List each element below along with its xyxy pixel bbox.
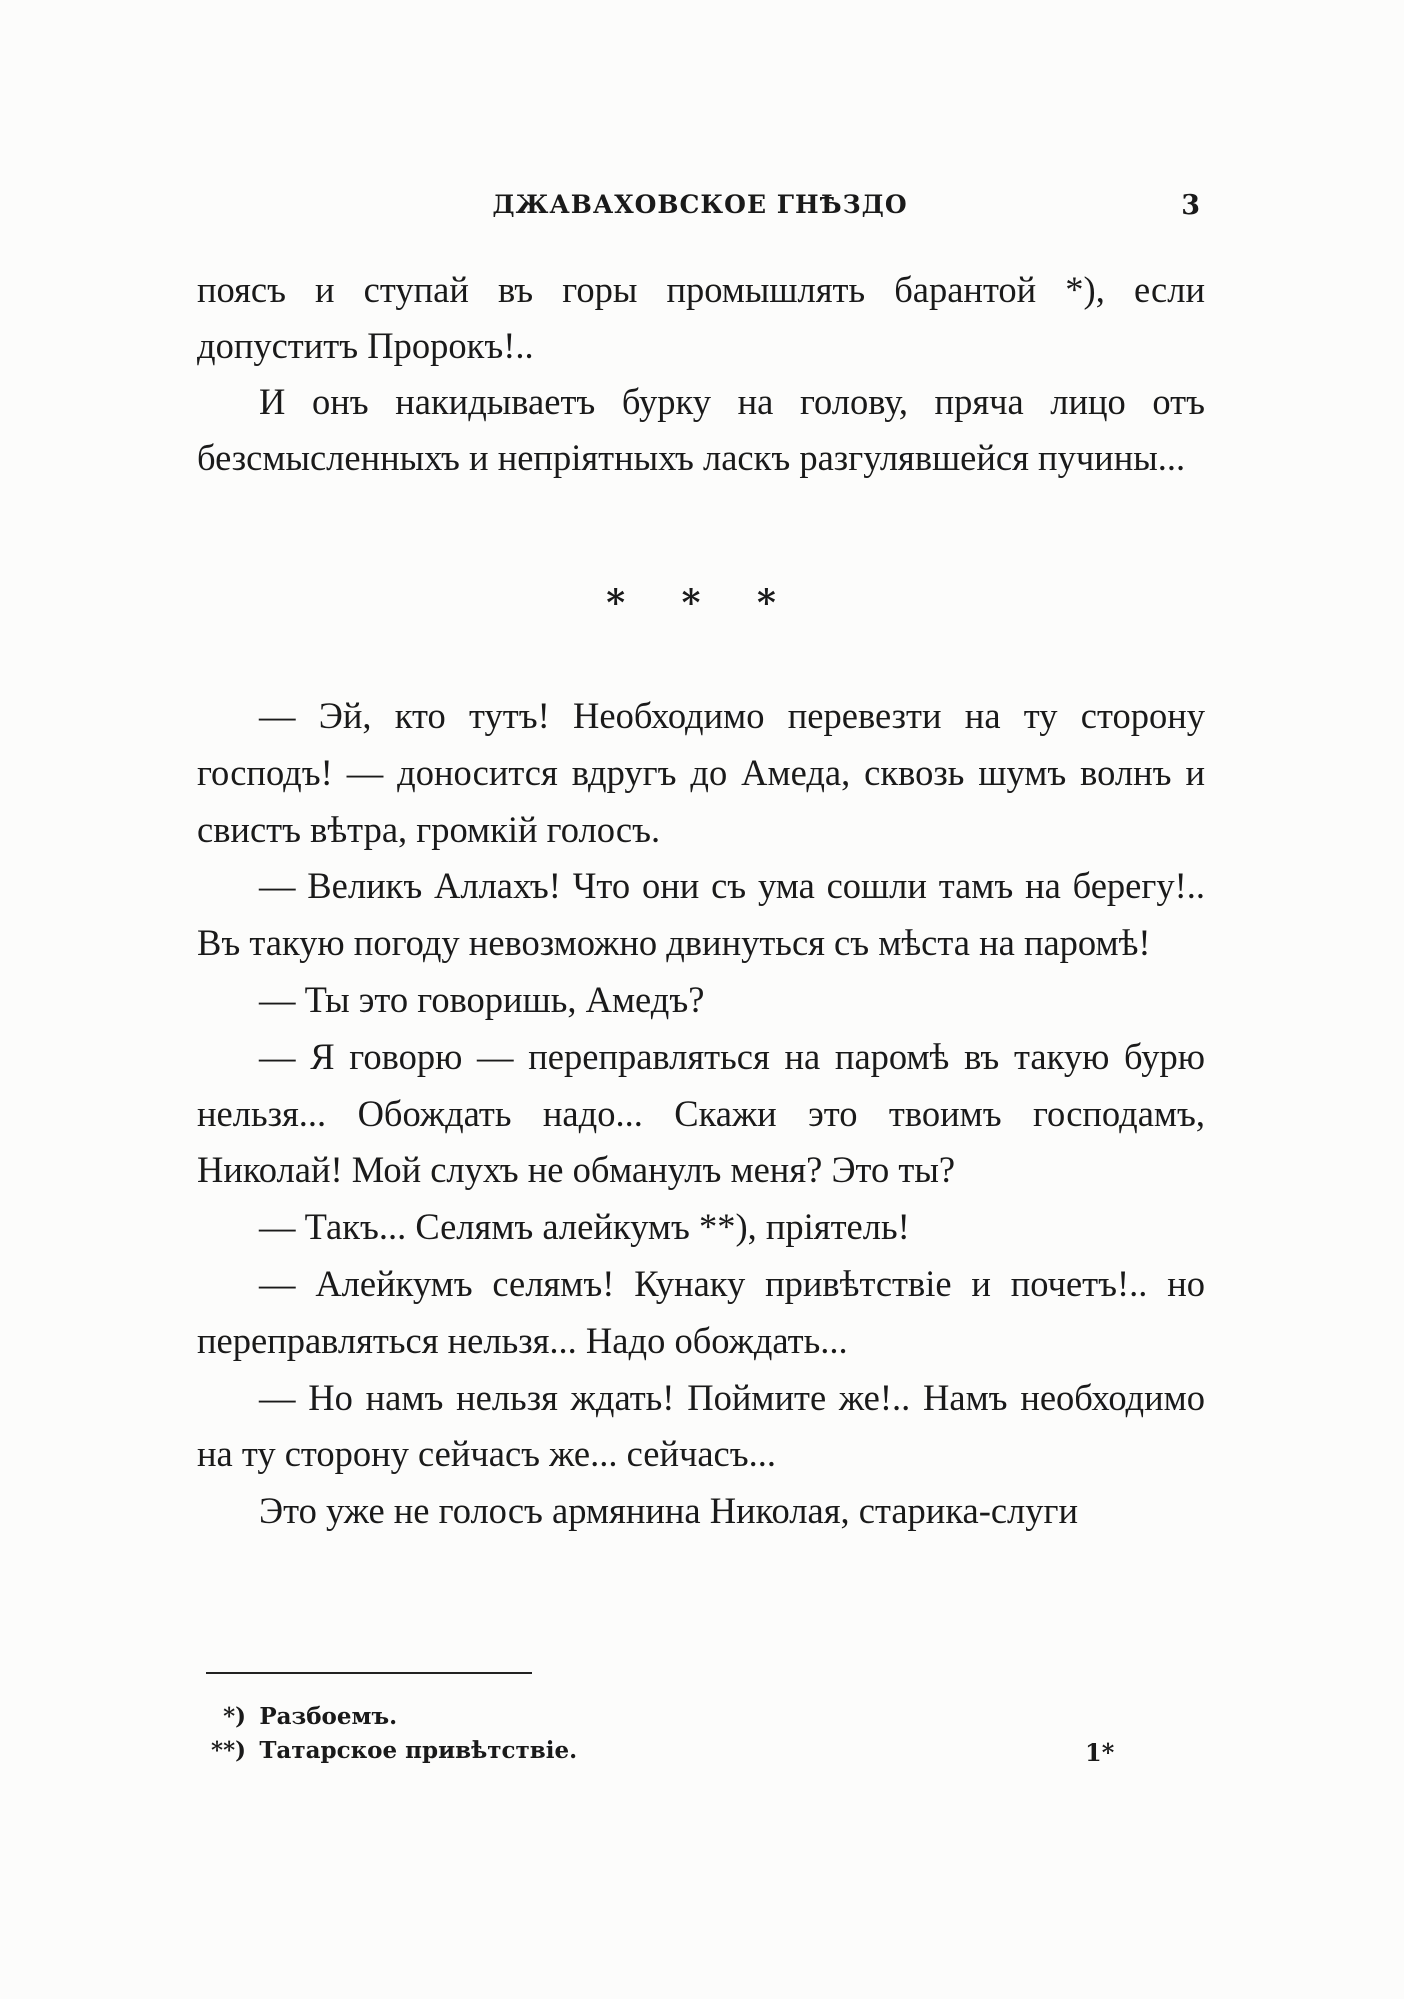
footnote (211, 1734, 578, 1768)
signature-mark: 1* (1085, 1738, 1115, 1767)
paragraph: — Алейкумъ селямъ! Кунаку привѣтствіе и почетъ!.. но переправляться нельзя... Надо обождать... (197, 1262, 1205, 1361)
footnote (223, 1700, 577, 1734)
page-number: 3 (1181, 190, 1200, 221)
paragraph: — Но намъ нельзя ждать! Поймите же!.. Намъ необходимо на ту сторону сейчасъ же... сейчасъ... (197, 1376, 1205, 1475)
paragraph: Это уже не голосъ армянина Николая, старика-слуги (259, 1490, 1079, 1532)
paragraph: — Я говорю — переправляться на паромѣ въ такую бурю нельзя... Обождать надо... Скажи это твоимъ господамъ, Николай! Мой слухъ не обманулъ меня? Это ты? (197, 1035, 1205, 1191)
paragraph: — Ты это говоришь, Амедъ? (259, 978, 705, 1020)
running-title: ДЖАВАХОВСКОЕ ГНѢЗДО (492, 190, 908, 219)
footnote-marker: *) (223, 1703, 246, 1730)
page-header (200, 190, 1200, 230)
paragraph: И онъ накидываетъ бурку на голову, пряча лицо отъ безсмысленныхъ и непріятныхъ ласкъ разгулявшейся пучины... (197, 381, 1205, 478)
footnote-marker: **) (211, 1737, 246, 1764)
text-block-bottom (197, 688, 1205, 1540)
footnote-rule (206, 1672, 532, 1674)
footnote-text: Разбоемъ. (259, 1703, 398, 1730)
footnote-text: Татарское привѣтствіе. (259, 1737, 578, 1764)
section-break: * * * (606, 582, 798, 624)
paragraph: — Эй, кто тутъ! Необходимо перевезти на ту сторону господъ! — доносится вдругъ до Амеда, сквозь шумъ волнъ и свистъ вѣтра, громкій голосъ. (197, 695, 1205, 850)
paragraph: — Такъ... Селямъ алейкумъ **), пріятель! (259, 1206, 910, 1248)
text-block-top (197, 262, 1205, 486)
paragraph: поясъ и ступай въ горы промышлять барантой *), если допуститъ Пророкъ!.. (197, 269, 1205, 366)
paragraph: — Великъ Аллахъ! Что они съ ума сошли тамъ на берегу!.. Въ такую погоду невозможно двинуться съ мѣста на паромѣ! (197, 865, 1205, 964)
footnotes (211, 1700, 578, 1768)
